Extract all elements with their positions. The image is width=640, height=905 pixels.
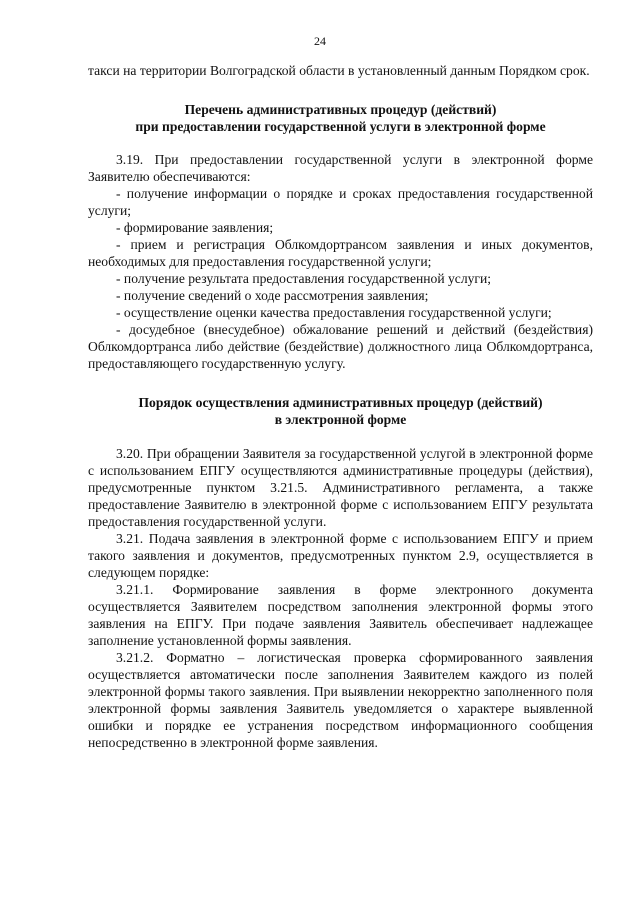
list-item: - формирование заявления; [116,220,274,235]
heading-line: Порядок осуществления административных процедур (действий) [138,395,543,410]
list-item: - прием и регистрация Облкомдортрансом заявления и иных документов, необходимых для предоставления государственной услуги; [88,237,593,269]
list-item: - получение сведений о ходе рассмотрения заявления; [116,288,429,303]
paragraph-continuation: такси на территории Волгоградской области в установленный данным Порядком срок. [88,63,590,78]
list-item: - получение информации о порядке и сроках предоставления государственной услуги; [88,186,593,218]
list-item: - досудебное (внесудебное) обжалование решений и действий (бездействия) Облкомдортранса либо действие (бездействие) должностного лица Облкомдортранса, предоставляющего государственную услугу. [88,322,593,371]
list-item: - осуществление оценки качества предоставления государственной услуги; [116,305,552,320]
heading-line: при предоставлении государственной услуги в электронной форме [135,119,546,134]
section-procedures-order [88,445,593,751]
heading-line: в электронной форме [274,412,407,427]
section-heading-procedures-order [88,394,593,428]
paragraph-3-20: 3.20. При обращении Заявителя за государственной услугой в электронной форме с использованием ЕПГУ осуществляются административные процедуры (действия), предусмотренные пунктом 3.21.5. Административного регламента, а также предоставление Заявителю в электронной форме с использованием ЕПГУ результата предоставления государственной услуги. [88,446,593,529]
section-heading-procedures-list [88,101,593,135]
document-body [88,62,593,751]
paragraph-3-21-1: 3.21.1. Формирование заявления в форме электронного документа осуществляется Заявителем посредством заполнения электронной формы этого заявления на ЕПГУ. При подаче заявления Заявитель обеспечивает надлежащее заполнение установленной формы заявления. [88,582,593,648]
paragraph-3-19: 3.19. При предоставлении государственной услуги в электронной форме Заявителю обеспечиваются: [88,152,593,184]
list-item: - получение результата предоставления государственной услуги; [116,271,492,286]
paragraph-3-21: 3.21. Подача заявления в электронной форме с использованием ЕПГУ и прием такого заявления и документов, предусмотренных пунктом 2.9, осуществляется в следующем порядке: [88,531,593,580]
section-procedures-list [88,151,593,372]
page-number: 24 [314,34,326,48]
paragraph-3-21-2: 3.21.2. Форматно – логистическая проверка сформированного заявления осуществляется автоматически после заполнения Заявителем каждого из полей электронной формы такого заявления. При выявлении некорректно заполненного поля электронной формы заявления Заявитель уведомляется о характере выявленной ошибки и порядке ее устранения посредством информационного сообщения непосредственно в электронной форме заявления. [88,650,593,750]
heading-line: Перечень административных процедур (действий) [184,102,497,117]
